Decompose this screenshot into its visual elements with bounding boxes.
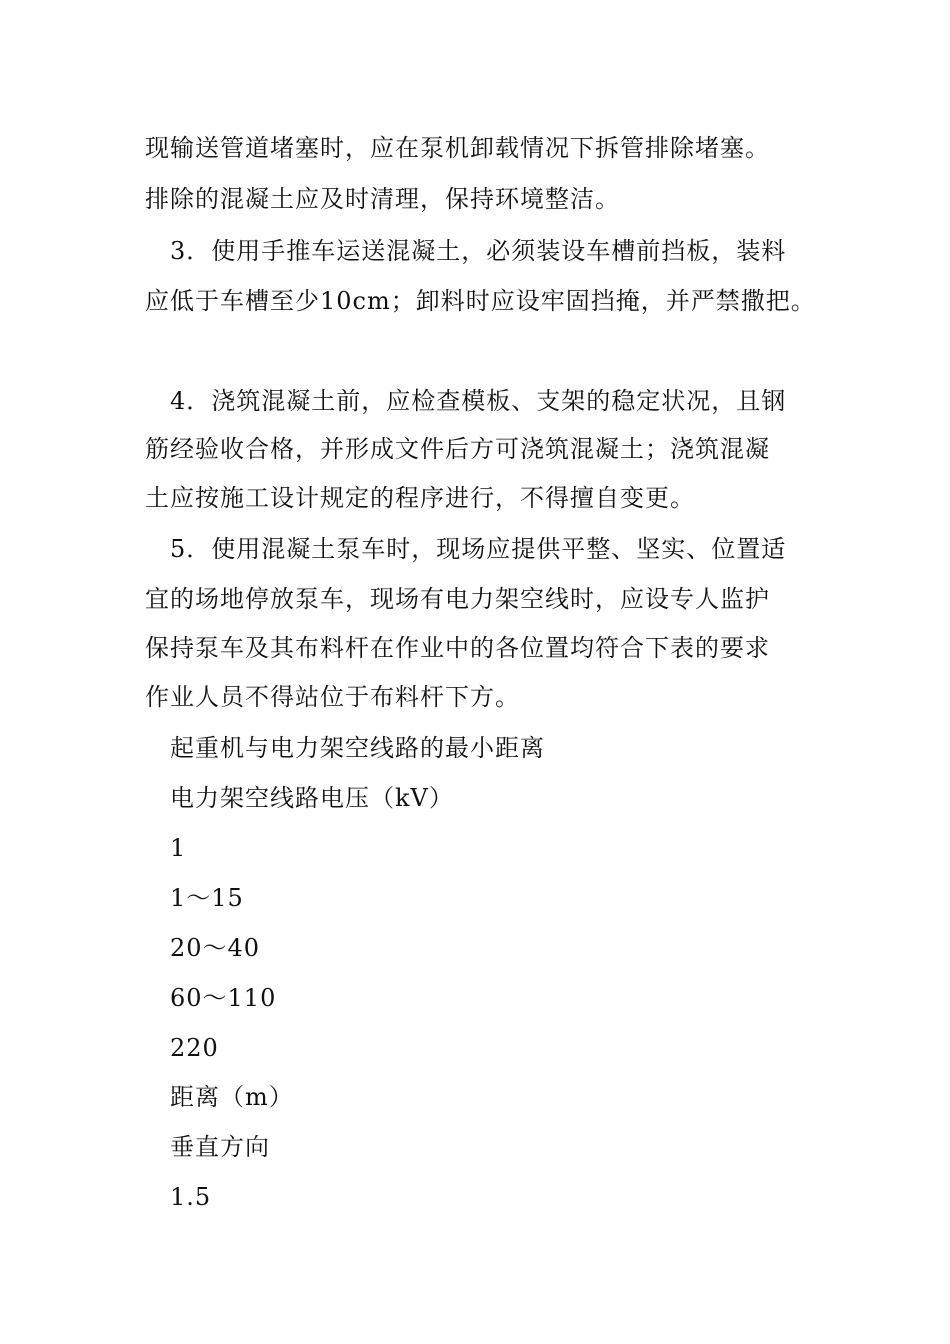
distance-header: 距离（m） — [170, 1083, 294, 1111]
item-5-line: 作业人员不得站位于布料杆下方。 — [145, 683, 520, 711]
item-4-line: 4．浇筑混凝土前，应检查模板、支架的稳定状况，且钢 — [170, 387, 787, 415]
distance-value: 1.5 — [170, 1183, 212, 1211]
voltage-value: 20～40 — [170, 934, 261, 962]
voltage-header: 电力架空线路电压（kV） — [170, 784, 454, 812]
item-4-line: 土应按施工设计规定的程序进行，不得擅自变更。 — [145, 484, 695, 512]
table-title: 起重机与电力架空线路的最小距离 — [170, 734, 545, 762]
direction-label: 垂直方向 — [170, 1133, 270, 1161]
item-3-line: 应低于车槽至少10cm；卸料时应设牢固挡掩，并严禁撒把。 — [145, 287, 816, 315]
paragraph-line: 现输送管道堵塞时，应在泵机卸载情况下拆管排除堵塞。 — [145, 134, 770, 162]
item-5-line: 保持泵车及其布料杆在作业中的各位置均符合下表的要求 — [145, 634, 770, 662]
voltage-value: 220 — [170, 1034, 219, 1062]
paragraph-line: 排除的混凝土应及时清理，保持环境整洁。 — [145, 185, 620, 213]
item-3-line: 3．使用手推车运送混凝土，必须装设车槽前挡板，装料 — [170, 237, 787, 265]
voltage-value: 60～110 — [170, 984, 277, 1012]
item-5-line: 宜的场地停放泵车，现场有电力架空线时，应设专人监护 — [145, 585, 770, 613]
voltage-value: 1 — [170, 834, 187, 862]
item-4-line: 筋经验收合格，并形成文件后方可浇筑混凝土；浇筑混凝 — [145, 435, 770, 463]
voltage-value: 1～15 — [170, 884, 244, 912]
item-5-line: 5．使用混凝土泵车时，现场应提供平整、坚实、位置适 — [170, 535, 787, 563]
